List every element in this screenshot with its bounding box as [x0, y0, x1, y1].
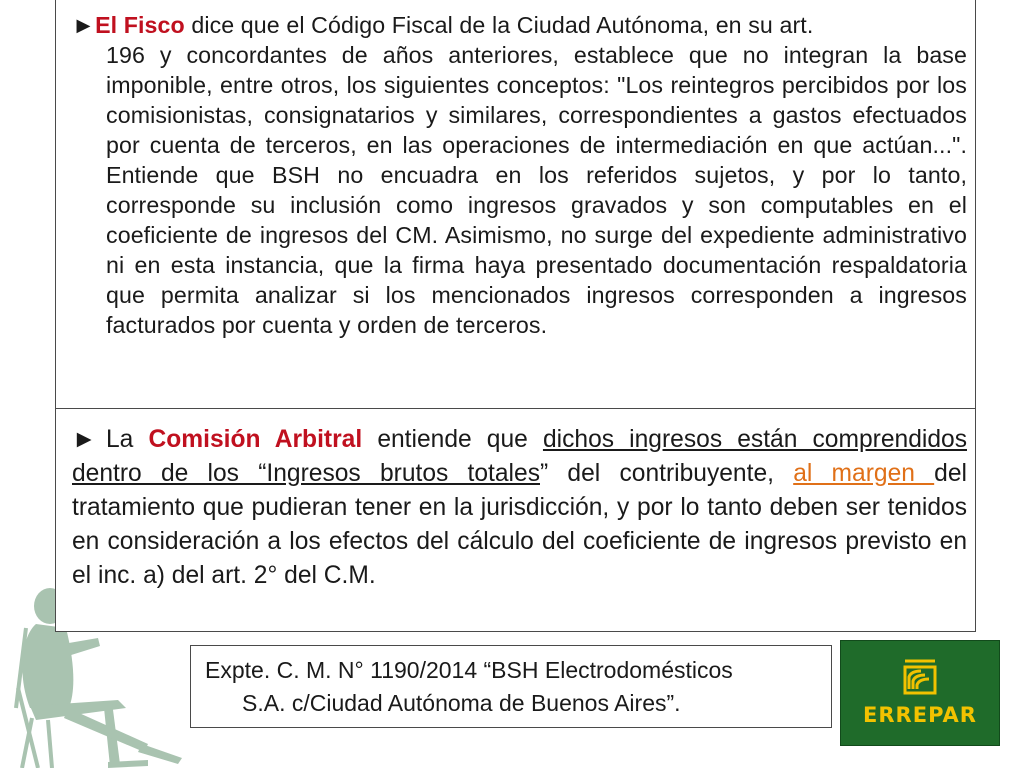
- fisco-argument-box: [55, 0, 976, 409]
- al-margen-link[interactable]: al margen: [793, 460, 935, 487]
- fisco-first-line: dice que el Código Fiscal de la Ciudad Autónoma, en su art.: [184, 12, 814, 38]
- fisco-argument-paragraph: [72, 10, 967, 340]
- case-reference-line2: S.A. c/Ciudad Autónoma de Buenos Aires”.: [242, 690, 681, 716]
- bullet-arrow-icon: ►: [72, 426, 97, 453]
- commission-pre: La: [106, 426, 149, 453]
- commission-opinion-paragraph: [72, 423, 967, 593]
- case-reference-line1: Expte. C. M. N° 1190/2014 “BSH Electrodomésticos: [205, 657, 733, 683]
- commission-tail: del tratamiento que pudieran tener en la jurisdicción, y por lo tanto deben ser tenidos en consideración a los efectos del cálculo del coeficiente de ingresos previsto en el inc. a) del art. 2° del C.M.: [72, 460, 967, 589]
- case-reference-box: [190, 645, 832, 728]
- underlined-phrase: dichos ingresos están comprendidos dentro de los “Ingresos brutos totales: [72, 426, 967, 487]
- errepar-emblem-icon: [841, 641, 1001, 701]
- errepar-logo-text: ERREPAR: [863, 703, 977, 727]
- fisco-body-text: 196 y concordantes de años anteriores, establece que no integran la base imponible, entre otros, los siguientes conceptos: "Los reintegros percibidos por los comisionistas, consignatarios y similares, correspondientes a gastos efectuados por cuenta de terceros, en las operaciones de intermediación en que actúan...". Entiende que BSH no encuadra en los referidos sujetos, y por lo tanto, corresponde su inclusión como ingresos gravados y son computables en el coeficiente de ingresos del CM. Asimismo, no surge del expediente administrativo ni en esta instancia, que la firma haya presentado documentación respaldatoria que permita analizar si los mencionados ingresos corresponden a ingresos facturados por cuenta y orden de terceros.: [106, 42, 967, 338]
- fisco-label: El Fisco: [95, 12, 185, 38]
- commission-opinion-box: [55, 409, 976, 632]
- errepar-logo: [840, 640, 1000, 746]
- bullet-arrow-icon: ►: [72, 12, 96, 38]
- commission-mid1: entiende que: [362, 426, 543, 453]
- commission-mid2: ” del contribuyente,: [540, 460, 794, 487]
- commission-label: Comisión Arbitral: [148, 426, 363, 453]
